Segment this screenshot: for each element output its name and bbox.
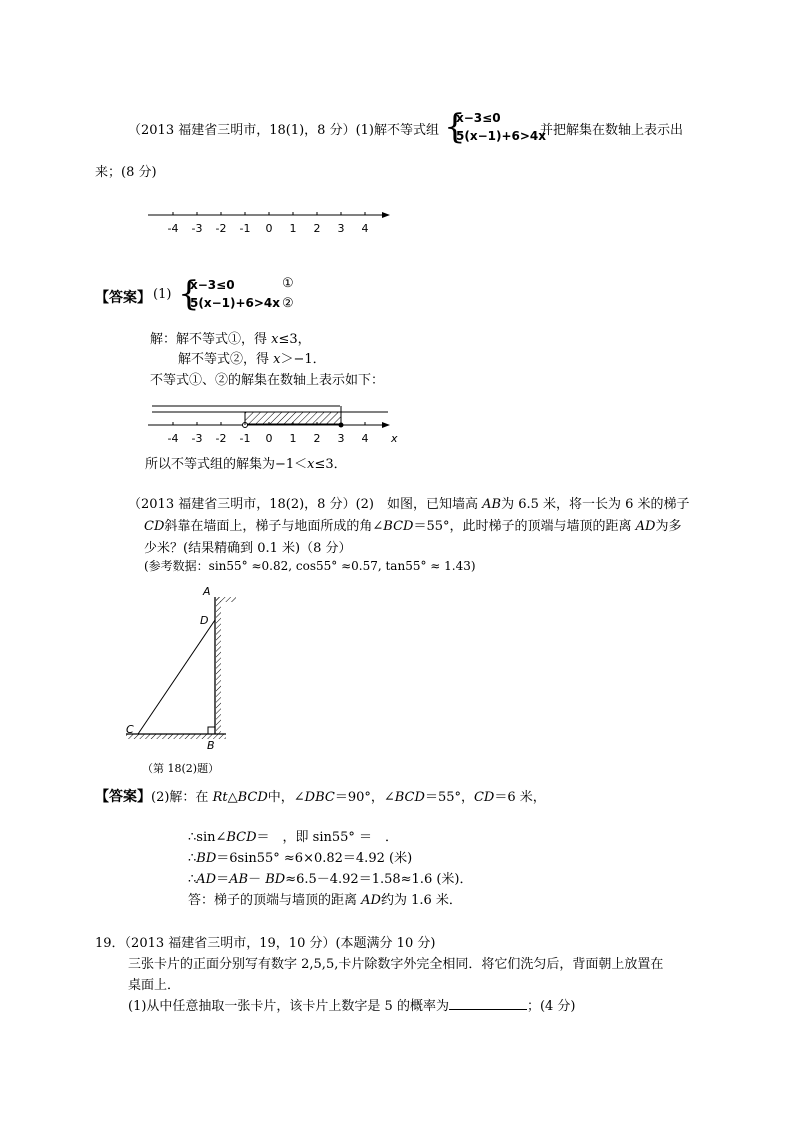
q18-2-line3: 少米？(结果精确到 0.1 米)（8 分） — [144, 541, 352, 556]
figure-caption: （第 18(2)题） — [142, 762, 220, 775]
q19-l4-text: (1)从中任意抽取一张卡片，该卡片上数字是 5 的概率为 — [128, 999, 449, 1014]
ans18-2-l4-ad: AD — [196, 872, 217, 887]
axis-tick-label: 3 — [337, 222, 345, 235]
q18-2-l2-text2: ＝55°，此时梯子的顶端与墙顶的距离 — [413, 519, 636, 534]
ans18-1-sol1-text: 解：解不等式①，得 — [150, 332, 272, 347]
ans18-2-l5-b: 约为 1.6 米． — [380, 893, 462, 908]
q18-2-l1-ab: AB — [482, 497, 502, 512]
q19-line1: 19．（2013 福建省三明市，19，10 分）(本题满分 10 分) — [95, 936, 436, 951]
ans18-1-ineq2: 5(x−1)+6>4x — [190, 296, 281, 310]
label-d: D — [200, 614, 209, 627]
ans18-2-l1-a: (2)解：在 — [151, 790, 213, 805]
ans18-2-l5-a: 答：梯子的顶端与墙顶的距离 — [188, 893, 362, 908]
axis-tick-label: 1 — [289, 222, 297, 235]
ans18-1-system — [190, 276, 280, 312]
ans18-2-l3-bd: BD — [196, 851, 217, 866]
ans18-2-l1-d: ＝90°，∠ — [334, 790, 395, 805]
axis-tick-label: 2 — [313, 432, 321, 445]
q18-1-ineq2: 5(x−1)+6>4x — [456, 129, 547, 143]
number-line-blank — [140, 205, 400, 245]
q18-2-l2-text: 斜靠在墙面上，梯子与地面所成的角∠ — [164, 519, 384, 534]
q19-l4-rest: ；(4 分) — [526, 999, 576, 1014]
q18-2-line4: (参考数据：sin55° ≈0.82, cos55° ≈0.57, tan55° ≈ 1.43) — [144, 559, 476, 573]
ans18-2-l1-bcd2: BCD — [394, 790, 425, 805]
ans18-2-l4-c: － — [248, 872, 266, 887]
q18-2-l1-rest: 为 6.5 米，将一长为 6 米的梯子 — [501, 497, 690, 512]
label-c: C — [126, 723, 134, 736]
axis-tick-label: 1 — [289, 432, 297, 445]
axis-tick-label: 0 — [265, 222, 273, 235]
axis-tick-label: 4 — [361, 222, 369, 235]
ans18-2-l1-triangle: △ — [227, 790, 238, 805]
q18-1-ineq1: x−3≤0 — [456, 111, 501, 125]
ans18-2-l4-a: ∴ — [188, 872, 197, 887]
ans18-2-l1-c: 中，∠ — [267, 790, 305, 805]
q18-1-suffix: 并把解集在数轴上表示出 — [540, 123, 684, 138]
axis-tick-label: -4 — [167, 222, 179, 235]
ans18-1-sol2 — [178, 348, 326, 367]
ans18-1-ineq1: x−3≤0 — [190, 278, 235, 292]
ans18-2-l2-bcd: BCD — [226, 830, 257, 845]
ans18-2-line2 — [188, 826, 398, 845]
ans18-2-l5-ad: AD — [361, 893, 381, 908]
ans18-1-sol2-var: x — [273, 352, 281, 367]
ans18-2-l4-ab: AB — [229, 872, 249, 887]
q18-2-l1-text: （2013 福建省三明市，18(2)，8 分）(2) 如图，已知墙高 — [128, 497, 483, 512]
ans18-1-sol2-rest: ＞−1． — [280, 352, 326, 367]
ans18-2-line4 — [188, 868, 473, 887]
q18-2-l2-rest: 为多 — [655, 519, 682, 534]
ans18-1-sol1-var: x — [271, 332, 279, 347]
ans18-1-num: (1) — [153, 287, 172, 302]
label-a: A — [203, 585, 211, 598]
axis-tick-label: -1 — [239, 432, 251, 445]
ans18-2-l1-dbc: DBC — [304, 790, 335, 805]
ans18-1-conc-var: x — [307, 457, 315, 472]
q18-2-line1 — [128, 493, 690, 512]
ans18-2-l4-b: ＝ — [216, 872, 230, 887]
q18-2-l2-ad: AD — [635, 519, 656, 534]
axis-tick-label: -3 — [191, 222, 203, 235]
ans18-1-brace: { — [178, 274, 200, 314]
axis-tick-label: 0 — [265, 432, 273, 445]
ans18-2-line5 — [188, 889, 462, 908]
q18-1-line2: 来；(8 分) — [95, 165, 157, 180]
ans18-1-sol1 — [150, 328, 311, 347]
axis-tick-label: -1 — [239, 222, 251, 235]
ans18-2-l1-f: ＝6 米， — [494, 790, 546, 805]
axis-tick-label: -4 — [167, 432, 179, 445]
ladder-figure — [120, 583, 250, 753]
ans18-2-l1-bcd: BCD — [237, 790, 268, 805]
q18-1-line1 — [128, 119, 439, 138]
q18-1-source: （2013 福建省三明市，18(1)，8 分） — [128, 123, 356, 138]
q18-2-l2-cd: CD — [144, 519, 165, 534]
ans18-2-l4-bd: BD — [265, 872, 286, 887]
q18-1-prefix: (1)解不等式组 — [355, 123, 439, 138]
q18-2-l2-bcd: BCD — [383, 519, 414, 534]
label-b: B — [207, 739, 215, 752]
ans18-1-conclusion — [145, 453, 347, 472]
axis-tick-label: 4 — [361, 432, 369, 445]
ans18-1-mark1: ① — [282, 276, 294, 291]
ans18-1-sol1-rest: ≤3， — [278, 332, 311, 347]
axis-tick-label: -2 — [215, 432, 227, 445]
q18-2-line2 — [144, 515, 681, 534]
ans18-2-l4-d: ≈6.5－4.92＝1.58≈1.6 (米)． — [285, 872, 473, 887]
ans18-2-l1-e: ＝55°， — [424, 790, 474, 805]
axis-tick-label: -3 — [191, 432, 203, 445]
q19-line4 — [128, 995, 576, 1014]
ans18-1-conc-rest: ≤3． — [314, 457, 347, 472]
ans18-2-l3-b: ＝6sin55° ≈6×0.82＝4.92 (米) — [216, 851, 413, 866]
ans18-2-line1 — [95, 786, 546, 806]
right-angle-mark — [208, 727, 215, 734]
ans18-2-label: 【答案】 — [95, 789, 151, 805]
q18-1-system — [456, 109, 546, 145]
ans18-1-sol3: 不等式①、②的解集在数轴上表示如下： — [150, 373, 385, 388]
number-line-solution — [140, 398, 405, 446]
answer-blank[interactable] — [449, 997, 527, 1010]
ans18-2-l1-rt: Rt — [212, 790, 228, 805]
axis-var-label: x — [391, 432, 398, 445]
q18-1-brace: { — [444, 107, 466, 147]
wall-hatch — [216, 597, 221, 734]
q19-line2: 三张卡片的正面分别写有数字 2,5,5,卡片除数字外完全相同．将它们洗匀后，背面朝上放置在 — [128, 957, 664, 972]
axis-tick-label: -2 — [215, 222, 227, 235]
ans18-2-l2-a: ∴sin∠ — [188, 830, 227, 845]
ans18-2-l2-b: ＝ ，即 sin55° ＝ ． — [256, 830, 399, 845]
ans18-2-l3-a: ∴ — [188, 851, 197, 866]
ans18-1-sol2-text: 解不等式②，得 — [178, 352, 274, 367]
q19-line3: 桌面上． — [128, 978, 181, 993]
ans18-1-conc-text: 所以不等式组的解集为−1＜ — [145, 457, 308, 472]
ans18-2-line3 — [188, 847, 412, 866]
axis-tick-label: 3 — [337, 432, 345, 445]
ladder-cd — [138, 620, 215, 734]
ans18-1-mark2: ② — [282, 296, 294, 311]
ans18-1-label: 【答案】 — [95, 290, 151, 306]
axis-tick-label: 2 — [313, 222, 321, 235]
ans18-2-l1-cd: CD — [473, 790, 495, 805]
